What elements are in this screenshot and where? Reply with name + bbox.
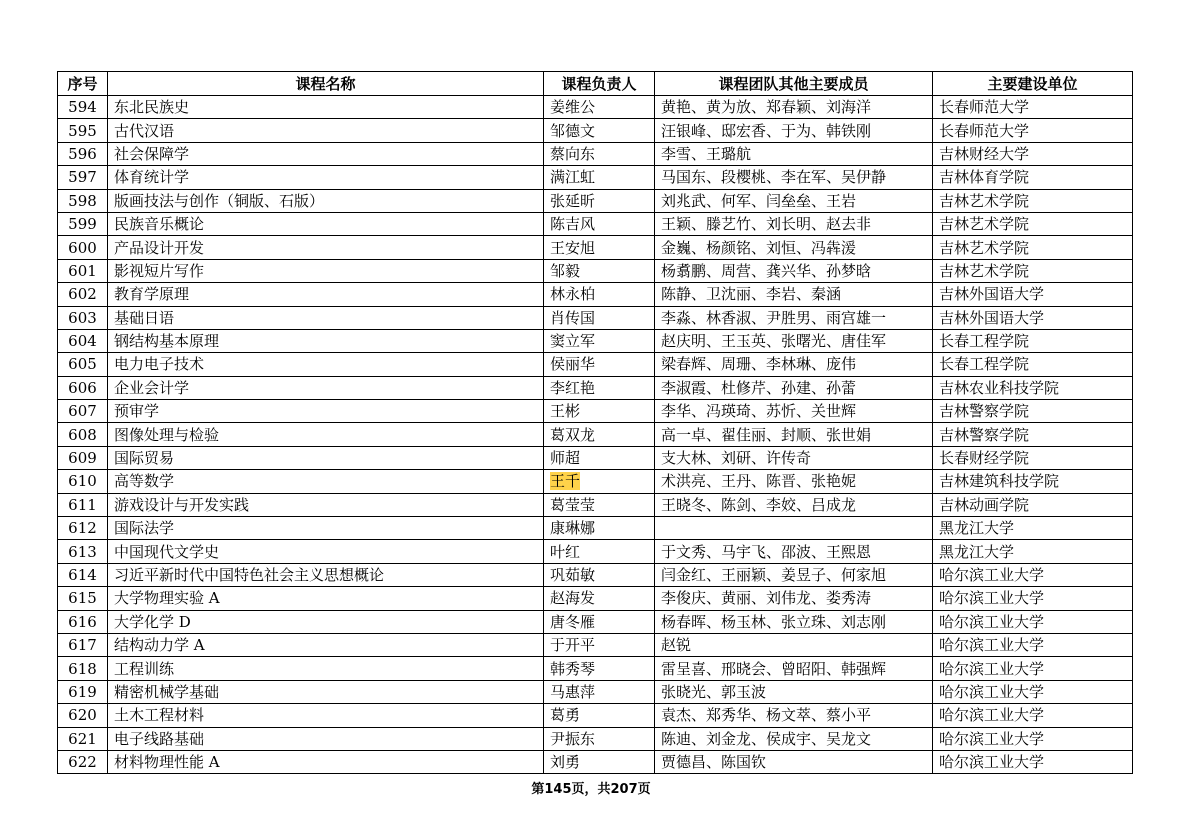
table-row (58, 517, 1133, 540)
cell-serial-number: 610 (58, 470, 108, 493)
cell-course-name: 电力电子技术 (108, 353, 544, 376)
cell-course-name: 古代汉语 (108, 119, 544, 142)
table-row (58, 259, 1133, 282)
cell-course-name: 企业会计学 (108, 376, 544, 399)
cell-building-unit: 吉林警察学院 (933, 423, 1133, 446)
cell-course-leader: 李红艳 (544, 376, 655, 399)
cell-course-leader: 陈吉风 (544, 212, 655, 235)
cell-course-leader: 葛勇 (544, 704, 655, 727)
table-row (58, 283, 1133, 306)
cell-course-leader: 姜维公 (544, 96, 655, 119)
cell-course-name: 国际贸易 (108, 446, 544, 469)
cell-course-leader: 尹振东 (544, 727, 655, 750)
cell-team-members: 李俊庆、黄丽、刘伟龙、娄秀涛 (655, 587, 933, 610)
cell-course-name: 电子线路基础 (108, 727, 544, 750)
cell-team-members: 王晓冬、陈剑、李姣、吕成龙 (655, 493, 933, 516)
cell-building-unit: 哈尔滨工业大学 (933, 563, 1133, 586)
cell-course-leader: 韩秀琴 (544, 657, 655, 680)
header-course-name: 课程名称 (108, 72, 544, 96)
cell-course-name: 中国现代文学史 (108, 540, 544, 563)
cell-building-unit: 哈尔滨工业大学 (933, 633, 1133, 656)
cell-course-leader: 王彬 (544, 400, 655, 423)
cell-course-leader: 马惠萍 (544, 680, 655, 703)
cell-team-members: 金巍、杨颜铭、刘恒、冯犇湲 (655, 236, 933, 259)
cell-building-unit: 吉林外国语大学 (933, 283, 1133, 306)
cell-building-unit: 长春师范大学 (933, 96, 1133, 119)
cell-course-name: 大学物理实验 A (108, 587, 544, 610)
cell-team-members: 陈静、卫沈丽、李岩、秦涵 (655, 283, 933, 306)
cell-serial-number: 605 (58, 353, 108, 376)
table-row (58, 353, 1133, 376)
cell-course-leader: 侯丽华 (544, 353, 655, 376)
table-row (58, 563, 1133, 586)
cell-serial-number: 609 (58, 446, 108, 469)
cell-team-members: 李淑霞、杜修芹、孙建、孙蕾 (655, 376, 933, 399)
cell-building-unit: 吉林艺术学院 (933, 259, 1133, 282)
table-row (58, 376, 1133, 399)
cell-serial-number: 602 (58, 283, 108, 306)
cell-course-leader: 林永柏 (544, 283, 655, 306)
table-row (58, 610, 1133, 633)
cell-building-unit: 吉林外国语大学 (933, 306, 1133, 329)
table-row (58, 166, 1133, 189)
cell-course-name: 结构动力学 A (108, 633, 544, 656)
cell-course-name: 社会保障学 (108, 142, 544, 165)
cell-course-leader: 邹德文 (544, 119, 655, 142)
table-row (58, 423, 1133, 446)
header-course-leader: 课程负责人 (544, 72, 655, 96)
table-row (58, 306, 1133, 329)
cell-course-leader: 邹毅 (544, 259, 655, 282)
table-row (58, 446, 1133, 469)
highlighted-leader-name: 王千 (550, 472, 581, 491)
table-row (58, 142, 1133, 165)
cell-team-members: 赵锐 (655, 633, 933, 656)
cell-team-members: 高一卓、翟佳丽、封顺、张世娟 (655, 423, 933, 446)
cell-building-unit: 吉林体育学院 (933, 166, 1133, 189)
cell-course-leader: 师超 (544, 446, 655, 469)
cell-serial-number: 597 (58, 166, 108, 189)
cell-serial-number: 620 (58, 704, 108, 727)
cell-building-unit: 黑龙江大学 (933, 540, 1133, 563)
cell-course-leader: 窦立军 (544, 329, 655, 352)
cell-course-name: 基础日语 (108, 306, 544, 329)
cell-building-unit: 长春工程学院 (933, 329, 1133, 352)
cell-building-unit: 长春财经学院 (933, 446, 1133, 469)
cell-serial-number: 596 (58, 142, 108, 165)
cell-serial-number: 619 (58, 680, 108, 703)
cell-team-members: 李华、冯瑛琦、苏忻、关世辉 (655, 400, 933, 423)
cell-team-members: 杨春晖、杨玉林、张立珠、刘志刚 (655, 610, 933, 633)
cell-course-leader: 张延昕 (544, 189, 655, 212)
cell-building-unit: 长春工程学院 (933, 353, 1133, 376)
page-footer: 第145页，共207页 (531, 782, 651, 797)
cell-team-members: 刘兆武、何军、闫垒垒、王岩 (655, 189, 933, 212)
cell-building-unit: 吉林建筑科技学院 (933, 470, 1133, 493)
cell-course-name: 民族音乐概论 (108, 212, 544, 235)
cell-team-members: 支大林、刘研、许传奇 (655, 446, 933, 469)
cell-serial-number: 599 (58, 212, 108, 235)
cell-team-members: 李淼、林香淑、尹胜男、雨宫雄一 (655, 306, 933, 329)
cell-building-unit: 吉林艺术学院 (933, 236, 1133, 259)
table-row (58, 750, 1133, 773)
cell-team-members (655, 517, 933, 540)
cell-course-leader: 王安旭 (544, 236, 655, 259)
table-row (58, 236, 1133, 259)
cell-building-unit: 吉林动画学院 (933, 493, 1133, 516)
cell-serial-number: 595 (58, 119, 108, 142)
cell-course-name: 习近平新时代中国特色社会主义思想概论 (108, 563, 544, 586)
cell-team-members: 马国东、段樱桃、李在军、吴伊静 (655, 166, 933, 189)
table-row (58, 119, 1133, 142)
cell-team-members: 雷呈喜、邢晓会、曾昭阳、韩强辉 (655, 657, 933, 680)
cell-building-unit: 哈尔滨工业大学 (933, 680, 1133, 703)
cell-serial-number: 621 (58, 727, 108, 750)
cell-team-members: 张晓光、郭玉波 (655, 680, 933, 703)
cell-course-leader: 满江虹 (544, 166, 655, 189)
cell-building-unit: 哈尔滨工业大学 (933, 704, 1133, 727)
cell-course-name: 图像处理与检验 (108, 423, 544, 446)
cell-serial-number: 598 (58, 189, 108, 212)
cell-building-unit: 吉林艺术学院 (933, 189, 1133, 212)
cell-course-name: 教育学原理 (108, 283, 544, 306)
cell-serial-number: 615 (58, 587, 108, 610)
cell-team-members: 黄艳、黄为放、郑春颖、刘海洋 (655, 96, 933, 119)
cell-course-leader: 巩茹敏 (544, 563, 655, 586)
cell-building-unit: 哈尔滨工业大学 (933, 727, 1133, 750)
cell-team-members: 王颖、滕艺竹、刘长明、赵去非 (655, 212, 933, 235)
cell-team-members: 贾德昌、陈国钦 (655, 750, 933, 773)
cell-course-name: 版画技法与创作（铜版、石版） (108, 189, 544, 212)
cell-course-name: 土木工程材料 (108, 704, 544, 727)
header-serial-number: 序号 (58, 72, 108, 96)
cell-course-leader: 葛双龙 (544, 423, 655, 446)
cell-course-name: 高等数学 (108, 470, 544, 493)
table-row (58, 540, 1133, 563)
header-team-members: 课程团队其他主要成员 (655, 72, 933, 96)
table-row (58, 329, 1133, 352)
cell-course-leader: 肖传国 (544, 306, 655, 329)
cell-course-leader: 蔡向东 (544, 142, 655, 165)
cell-building-unit: 吉林警察学院 (933, 400, 1133, 423)
cell-serial-number: 608 (58, 423, 108, 446)
cell-course-name: 钢结构基本原理 (108, 329, 544, 352)
cell-serial-number: 617 (58, 633, 108, 656)
cell-team-members: 于文秀、马宇飞、邵波、王熙恩 (655, 540, 933, 563)
cell-serial-number: 622 (58, 750, 108, 773)
cell-serial-number: 612 (58, 517, 108, 540)
cell-serial-number: 614 (58, 563, 108, 586)
table-row (58, 587, 1133, 610)
table-row (58, 400, 1133, 423)
cell-course-name: 工程训练 (108, 657, 544, 680)
cell-serial-number: 618 (58, 657, 108, 680)
table-header-row (58, 72, 1133, 96)
cell-course-leader: 于开平 (544, 633, 655, 656)
cell-serial-number: 600 (58, 236, 108, 259)
cell-course-name: 材料物理性能 A (108, 750, 544, 773)
table-row (58, 680, 1133, 703)
cell-team-members: 袁杰、郑秀华、杨文萃、蔡小平 (655, 704, 933, 727)
cell-course-name: 预审学 (108, 400, 544, 423)
cell-course-name: 影视短片写作 (108, 259, 544, 282)
cell-course-name: 国际法学 (108, 517, 544, 540)
cell-course-name: 精密机械学基础 (108, 680, 544, 703)
cell-course-leader: 叶红 (544, 540, 655, 563)
cell-course-leader: 唐冬雁 (544, 610, 655, 633)
cell-building-unit: 吉林财经大学 (933, 142, 1133, 165)
cell-course-leader: 赵海发 (544, 587, 655, 610)
cell-building-unit: 吉林农业科技学院 (933, 376, 1133, 399)
cell-course-leader (544, 470, 655, 493)
cell-team-members: 闫金红、王丽颖、姜昱子、何家旭 (655, 563, 933, 586)
cell-course-name: 东北民族史 (108, 96, 544, 119)
cell-course-leader: 康琳娜 (544, 517, 655, 540)
cell-building-unit: 哈尔滨工业大学 (933, 587, 1133, 610)
cell-serial-number: 604 (58, 329, 108, 352)
table-row (58, 189, 1133, 212)
table-row (58, 704, 1133, 727)
table-row (58, 212, 1133, 235)
table-row (58, 470, 1133, 493)
cell-course-name: 体育统计学 (108, 166, 544, 189)
table-row (58, 633, 1133, 656)
cell-team-members: 杨翥鹏、周营、龚兴华、孙梦晗 (655, 259, 933, 282)
cell-course-leader: 刘勇 (544, 750, 655, 773)
table-row (58, 96, 1133, 119)
table-body (58, 96, 1133, 774)
cell-building-unit: 哈尔滨工业大学 (933, 750, 1133, 773)
table-row (58, 657, 1133, 680)
cell-serial-number: 611 (58, 493, 108, 516)
cell-team-members: 梁春辉、周珊、李林琳、庞伟 (655, 353, 933, 376)
cell-serial-number: 606 (58, 376, 108, 399)
cell-course-name: 产品设计开发 (108, 236, 544, 259)
cell-team-members: 汪银峰、邸宏香、于为、韩铁刚 (655, 119, 933, 142)
table-row (58, 727, 1133, 750)
cell-team-members: 陈迪、刘金龙、侯成宇、吴龙文 (655, 727, 933, 750)
cell-serial-number: 601 (58, 259, 108, 282)
cell-course-name: 大学化学 D (108, 610, 544, 633)
cell-serial-number: 616 (58, 610, 108, 633)
cell-building-unit: 黑龙江大学 (933, 517, 1133, 540)
cell-team-members: 赵庆明、王玉英、张曙光、唐佳军 (655, 329, 933, 352)
table-row (58, 493, 1133, 516)
cell-serial-number: 603 (58, 306, 108, 329)
cell-course-name: 游戏设计与开发实践 (108, 493, 544, 516)
cell-team-members: 李雪、王璐航 (655, 142, 933, 165)
cell-serial-number: 613 (58, 540, 108, 563)
cell-building-unit: 哈尔滨工业大学 (933, 657, 1133, 680)
cell-building-unit: 哈尔滨工业大学 (933, 610, 1133, 633)
course-table (57, 71, 1133, 774)
cell-course-leader: 葛莹莹 (544, 493, 655, 516)
cell-serial-number: 607 (58, 400, 108, 423)
cell-serial-number: 594 (58, 96, 108, 119)
cell-team-members: 术洪亮、王丹、陈晋、张艳妮 (655, 470, 933, 493)
cell-building-unit: 吉林艺术学院 (933, 212, 1133, 235)
cell-building-unit: 长春师范大学 (933, 119, 1133, 142)
header-building-unit: 主要建设单位 (933, 72, 1133, 96)
